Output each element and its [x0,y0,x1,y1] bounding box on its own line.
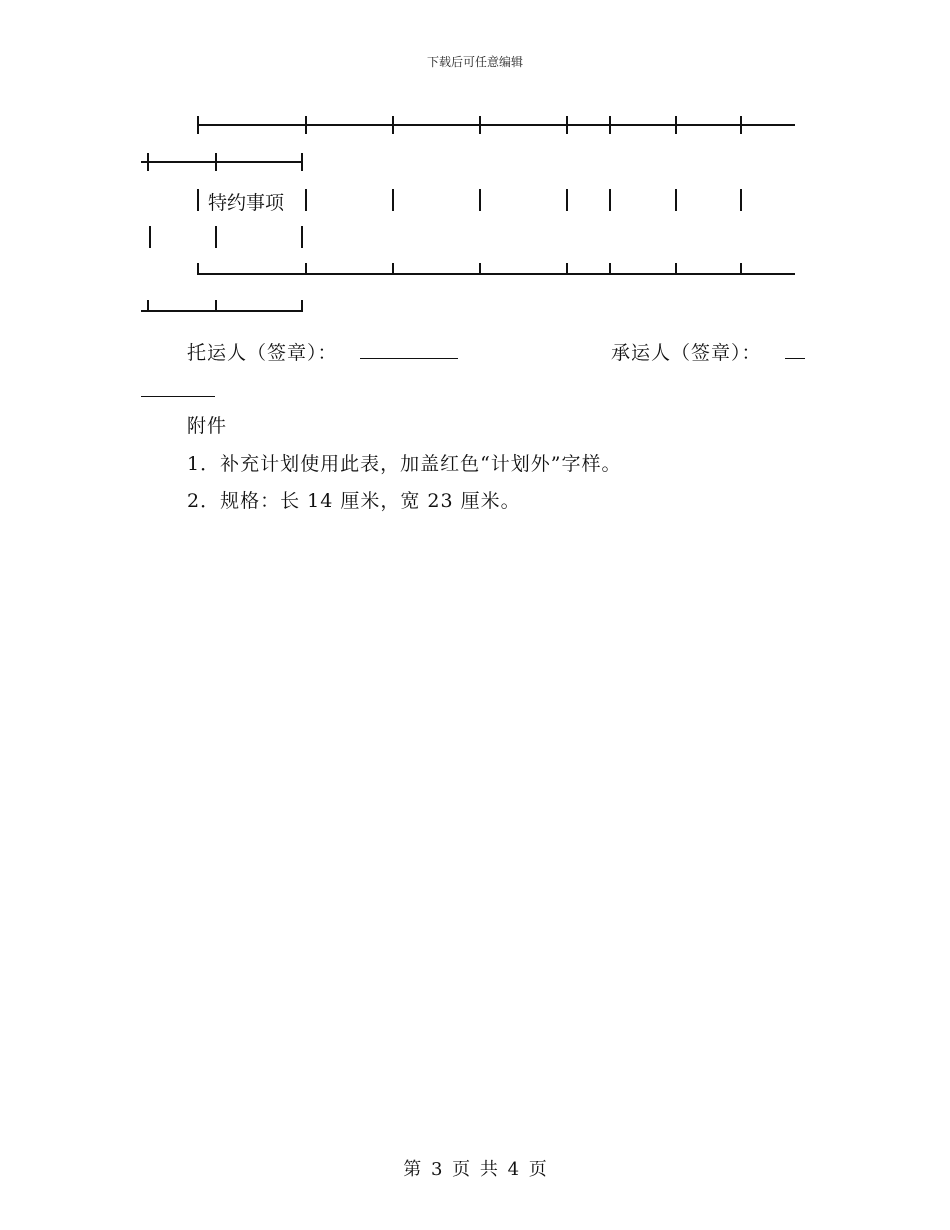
table-tick [392,263,394,275]
table-tick [305,116,307,134]
attachment-item-1: 1．补充计划使用此表，加盖红色“计划外”字样。 [187,453,622,475]
table-tick [147,300,149,312]
table-cell-border [740,189,742,211]
table-tick [479,263,481,275]
carrier-signature-line-wrap [141,396,215,397]
table-tick [215,300,217,312]
attachment-title: 附件 [187,415,228,437]
table-tick [305,263,307,275]
table-cell-border [197,189,199,211]
attachment-item-2: 2．规格：长 14 厘米，宽 23 厘米。 [187,490,521,512]
table-tick [215,153,217,171]
table-cell-border [215,226,217,248]
table-cell-border [609,189,611,211]
table-tick [740,263,742,275]
table-cell-border [305,189,307,211]
table-bottom-line [197,273,795,275]
shipper-signature-line [360,358,458,359]
table-cell-border [566,189,568,211]
table-tick [479,116,481,134]
table-tick [197,116,199,134]
table-label-special-terms: 特约事项 [208,192,285,214]
table-tick [740,116,742,134]
table-cell-border [392,189,394,211]
table-tick [392,116,394,134]
table-tick [609,116,611,134]
table-tick [675,116,677,134]
table-tick [301,153,303,171]
table-bottom-line-wrap [141,310,303,312]
carrier-signature-line [785,358,805,359]
carrier-signature-label: 承运人（签章）： [611,342,762,364]
table-tick [147,153,149,171]
table-tick [197,263,199,275]
table-top-line [197,124,795,126]
shipper-signature-label: 托运人（签章）： [187,342,338,364]
page-footer: 第 3 页 共 4 页 [403,1159,547,1180]
table-tick [566,263,568,275]
table-tick [609,263,611,275]
table-top-line-wrap [141,161,303,163]
table-tick [566,116,568,134]
table-cell-border [479,189,481,211]
table-cell-border [149,226,151,248]
table-cell-border [301,226,303,248]
page-header: 下载后可任意编辑 [426,55,523,69]
table-tick [675,263,677,275]
table-tick [301,300,303,312]
table-cell-border [675,189,677,211]
